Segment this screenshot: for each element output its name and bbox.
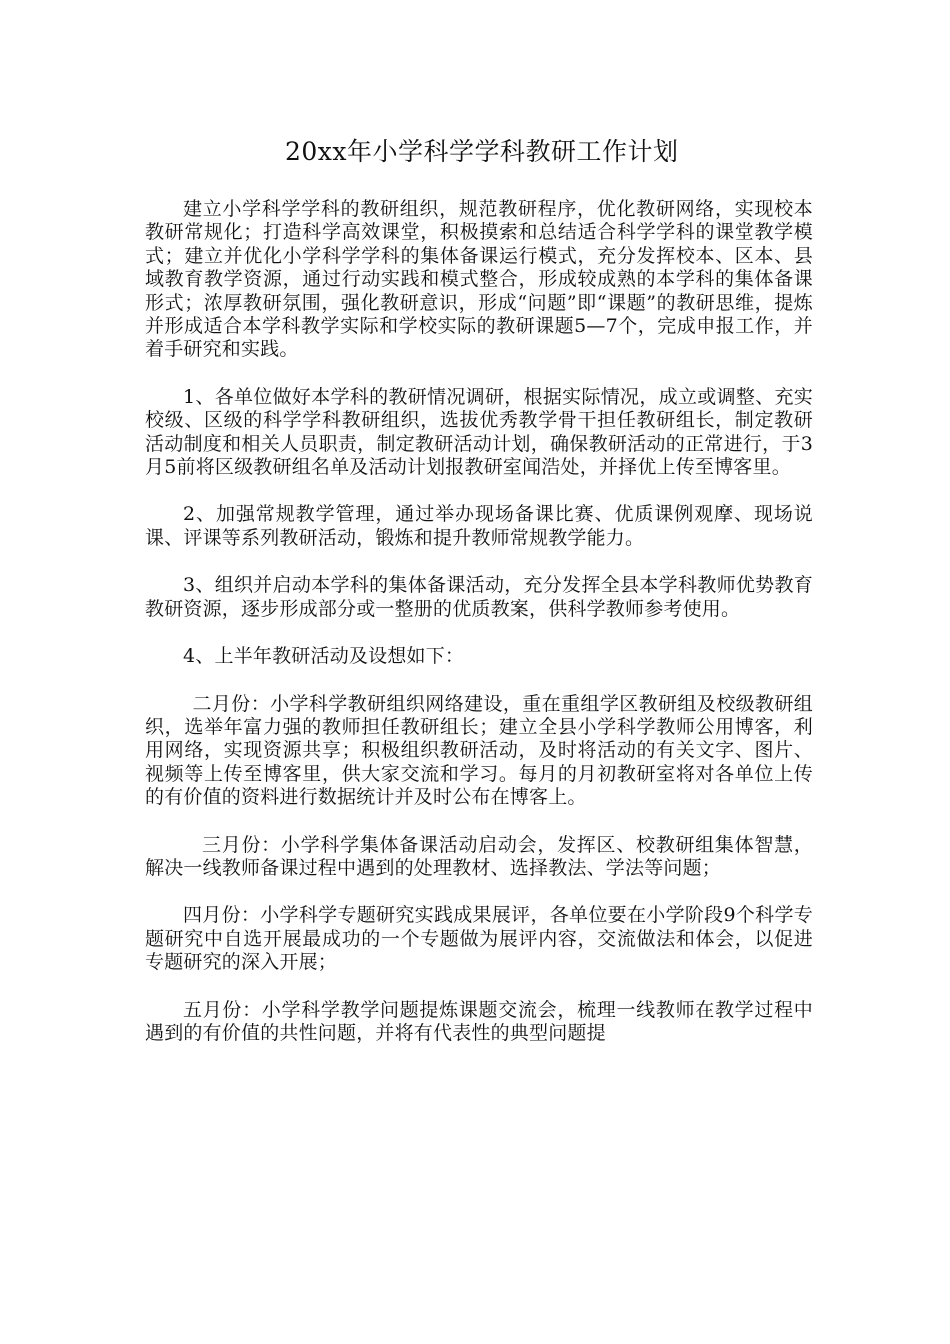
paragraph-item-2: 2、加强常规教学管理，通过举办现场备课比赛、优质课例观摩、现场说课、评课等系列教研活动，锻炼和提升教师常规教学能力。 [145,503,813,549]
document-body [145,198,813,1069]
document-title: 20xx年小学科学学科教研工作计划 [285,137,679,166]
paragraph-april: 四月份：小学科学专题研究实践成果展评，各单位要在小学阶段9个科学专题研究中自选开展最成功的一个专题做为展评内容，交流做法和体会，以促进专题研究的深入开展； [145,904,813,974]
paragraph-february: 二月份：小学科学教研组织网络建设，重在重组学区教研组及校级教研组织，选举年富力强的教师担任教研组长；建立全县小学科学教师公用博客，利用网络，实现资源共享；积极组织教研活动，及时将活动的有关文字、图片、视频等上传至博客里，供大家交流和学习。每月的月初教研室将对各单位上传的有价值的资料进行数据统计并及时公布在博客上。 [145,692,813,809]
paragraph-item-3: 3、组织并启动本学科的集体备课活动，充分发挥全县本学科教师优势教育教研资源，逐步形成部分或一整册的优质教案，供科学教师参考使用。 [145,574,813,620]
paragraph-item-1: 1、各单位做好本学科的教研情况调研，根据实际情况，成立或调整、充实校级、区级的科学学科教研组织，选拔优秀教学骨干担任教研组长，制定教研活动制度和相关人员职责，制定教研活动计划，确保教研活动的正常进行，于3月5前将区级教研组名单及活动计划报教研室闻浩处，并择优上传至博客里。 [145,385,813,479]
paragraph-march: 三月份：小学科学集体备课活动启动会，发挥区、校教研组集体智慧，解决一线教师备课过程中遇到的处理教材、选择教法、学法等问题； [145,833,813,879]
paragraph-item-4: 4、上半年教研活动及设想如下： [183,645,465,668]
paragraph-may: 五月份：小学科学教学问题提炼课题交流会，梳理一线教师在教学过程中遇到的有价值的共性问题，并将有代表性的典型问题提 [145,998,813,1044]
paragraph-goals: 建立小学科学学科的教研组织，规范教研程序，优化教研网络，实现校本教研常规化；打造科学高效课堂，积极摸索和总结适合科学学科的课堂教学模式；建立并优化小学科学学科的集体备课运行模式，充分发挥校本、区本、县域教育教学资源，通过行动实践和模式整合，形成较成熟的本学科的集体备课形式；浓厚教研氛围，强化教研意识，形成“问题”即“课题”的教研思维，提炼并形成适合本学科教学实际和学校实际的教研课题5—7个，完成申报工作，并着手研究和实践。 [145,198,813,361]
